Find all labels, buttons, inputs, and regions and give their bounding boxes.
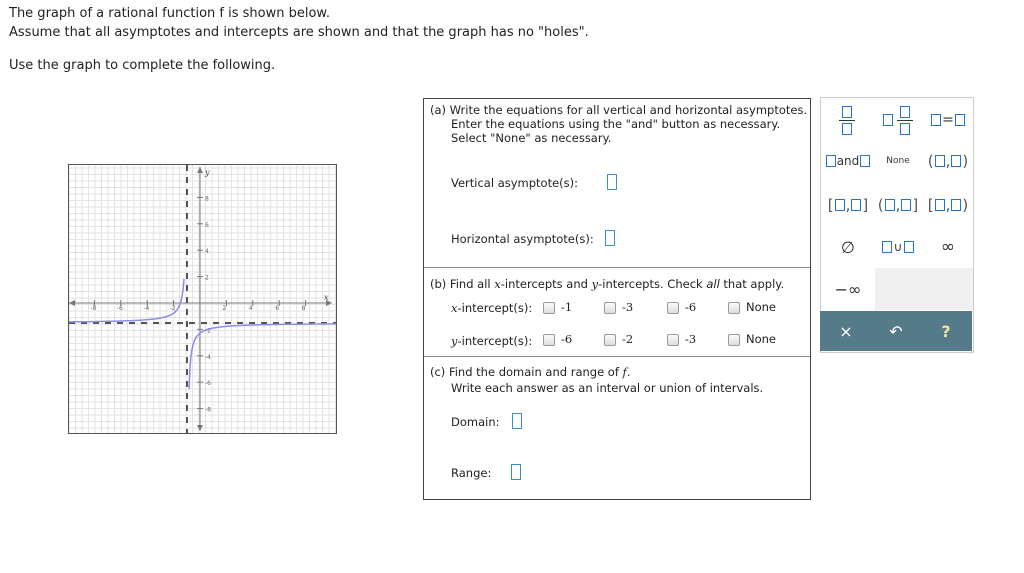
y-intercept-option-3-label: -3 [685,332,697,346]
y-intercept-option-3-checkbox[interactable] [667,334,679,346]
domain-input[interactable] [512,413,522,429]
y-intercept-option-1-checkbox[interactable] [543,334,555,346]
y-intercept-label: y-intercept(s): [451,334,533,348]
closed-interval-key[interactable]: [ , ] [827,196,869,214]
y-intercept-none-checkbox[interactable] [728,334,740,346]
mixed-fraction-icon [897,106,913,135]
help-icon: ? [941,321,951,341]
y-tick-label: -8 [205,406,211,414]
range-input[interactable] [511,464,521,480]
answer-panel [423,98,811,500]
vertical-asymptote-label: Vertical asymptote(s): [451,176,579,190]
and-key[interactable] [823,147,873,175]
y-axis-label: y [205,168,210,177]
x-intercept-option-2-label: -3 [622,300,634,314]
x-tick-label: 4 [248,305,253,312]
x-intercept-option-1-checkbox[interactable] [543,302,555,314]
x-intercept-option-3-label: -6 [685,300,697,314]
x-intercept-option-3-checkbox[interactable] [667,302,679,314]
help-button[interactable] [921,311,971,351]
negative-infinity-icon: −∞ [834,279,862,299]
x-intercept-option-1-label: -1 [561,300,573,314]
intro-line-2: Assume that all asymptotes and intercepts are shown and that the graph has no "holes". [9,25,589,40]
part-c-instruction-1: (c) Find the domain and range of f. [430,365,631,379]
y-tick-label: -4 [205,353,211,361]
fraction-bar-icon [839,120,855,121]
graph-canvas [69,165,336,433]
whole-box-icon [883,114,893,126]
half-open-left-interval-key[interactable]: ( , ] [877,196,919,214]
x-axis-label: x [324,293,329,302]
and-key-label: and [836,154,860,168]
x-intercept-none-checkbox[interactable] [728,302,740,314]
part-c-section [424,356,810,499]
intro-line-3: Use the graph to complete the following. [9,58,276,73]
part-c-instruction-2: Write each answer as an interval or union of intervals. [451,381,764,395]
y-intercept-option-1-label: -6 [561,332,573,346]
empty-set-icon: ∅ [841,237,855,257]
range-label: Range: [451,466,492,480]
horizontal-asymptote-label: Horizontal asymptote(s): [451,232,594,246]
part-b-instruction: (b) Find all x-intercepts and y-intercepts. Check all that apply. [430,277,785,291]
y-intercept-option-2-label: -2 [622,332,634,346]
x-tick-label: 8 [301,305,306,312]
half-open-right-interval-key[interactable]: [ , ) [927,196,969,214]
y-intercept-none-label: None [746,332,777,346]
y-tick-label: -6 [205,380,211,388]
x-intercept-option-2-checkbox[interactable] [604,302,616,314]
part-b-section [424,267,810,357]
vertical-asymptote-input[interactable] [607,174,617,190]
clear-icon: × [839,321,853,341]
equals-icon: = [942,112,954,128]
keypad-action-bar [820,311,972,351]
y-tick-label: 6 [205,221,209,229]
x-tick-label: 6 [275,305,280,312]
union-left-box-icon [882,241,892,253]
domain-label: Domain: [451,415,500,429]
x-tick-label: -4 [143,305,150,312]
fraction-key[interactable] [829,101,865,139]
x-tick-label: -6 [116,305,123,312]
union-right-box-icon [904,241,914,253]
infinity-key[interactable] [923,232,973,262]
undo-button[interactable] [871,311,921,351]
left-box-icon [931,114,941,126]
x-tick-label: 2 [222,305,227,312]
horizontal-asymptote-input[interactable] [605,230,615,246]
y-intercept-option-2-checkbox[interactable] [604,334,616,346]
x-tick-label: -2 [169,305,176,312]
numerator-box-icon [842,106,852,118]
part-a-instruction-1: (a) Write the equations for all vertical and horizontal asymptotes. [430,103,808,117]
none-key-label: None [886,156,910,166]
none-key[interactable] [875,147,921,175]
mixed-number-key[interactable] [875,101,921,139]
clear-button[interactable] [821,311,871,351]
part-a-instruction-3: Select "None" as necessary. [451,131,612,145]
infinity-icon: ∞ [940,237,956,257]
x-tick-label: -8 [90,305,97,312]
negative-infinity-key[interactable] [823,270,873,308]
x-axis-left-arrow-icon [69,300,75,306]
open-interval-key[interactable]: ( , ) [927,152,969,170]
intro-line-1: The graph of a rational function f is shown below. [9,6,331,21]
keypad-empty-area [875,268,973,310]
and-left-box-icon [826,155,836,167]
undo-icon: ↶ [889,321,903,341]
y-tick-label: 2 [205,274,209,282]
union-icon: ∪ [893,240,903,254]
right-box-icon [955,114,965,126]
y-tick-label: 8 [205,195,209,203]
denominator-box-icon [842,123,852,135]
part-a-section [424,99,810,268]
y-tick-label: -2 [205,327,211,335]
rational-function-graph [68,164,337,434]
y-tick-label: 4 [205,248,209,256]
empty-set-key[interactable] [823,232,873,262]
x-intercept-label: x-intercept(s): [451,301,533,315]
union-key[interactable] [873,232,923,262]
and-right-box-icon [860,155,870,167]
equals-key[interactable] [925,101,971,139]
x-intercept-none-label: None [746,300,777,314]
part-a-instruction-2: Enter the equations using the "and" button as necessary. [451,117,781,131]
